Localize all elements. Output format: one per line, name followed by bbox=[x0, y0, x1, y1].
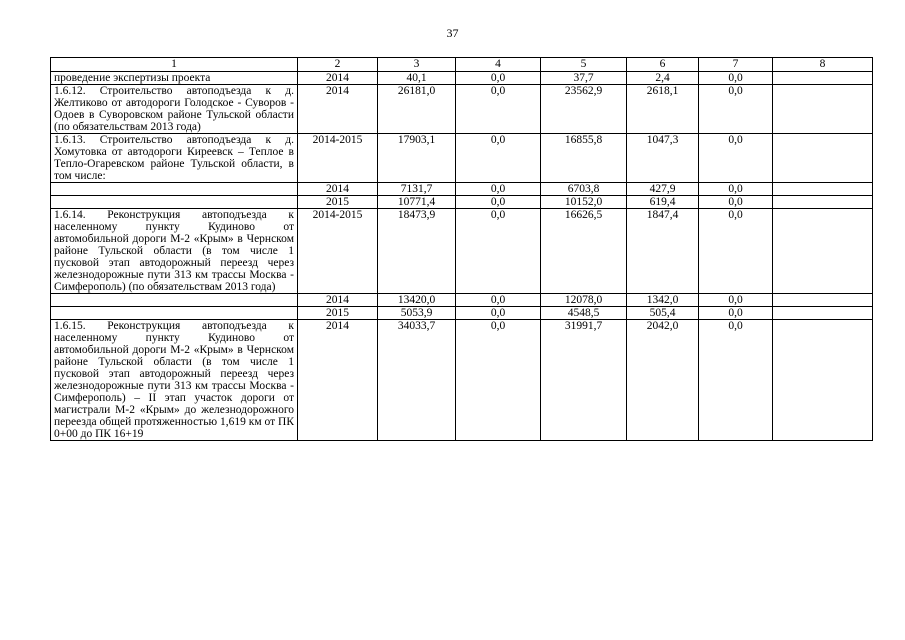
row-period: 2014-2015 bbox=[298, 209, 378, 294]
row-period: 2014-2015 bbox=[298, 134, 378, 183]
row-col-7: 0,0 bbox=[699, 134, 773, 183]
row-col-8 bbox=[773, 196, 873, 209]
row-description: проведение экспертизы проекта bbox=[51, 72, 298, 85]
row-total: 26181,0 bbox=[378, 85, 456, 134]
header-col-3: 3 bbox=[378, 58, 456, 72]
row-description bbox=[51, 196, 298, 209]
row-col-5: 23562,9 bbox=[541, 85, 627, 134]
row-period: 2014 bbox=[298, 183, 378, 196]
row-total: 17903,1 bbox=[378, 134, 456, 183]
row-col-6: 427,9 bbox=[627, 183, 699, 196]
page-number: 37 bbox=[446, 26, 459, 40]
row-col-5: 31991,7 bbox=[541, 320, 627, 441]
header-col-2: 2 bbox=[298, 58, 378, 72]
row-description: 1.6.14. Реконструкция автоподъезда к населенному пункту Кудиново от автомобильной дороги М-2 «Крым» в Чернском районе Тульской области (в том числе 1 пусковой этап автодорожный переезд через железнодорожные пути 313 км трассы Москва - Симферополь) (по обязательствам 2013 года) bbox=[51, 209, 298, 294]
row-total: 13420,0 bbox=[378, 294, 456, 307]
row-col-7: 0,0 bbox=[699, 183, 773, 196]
row-col-4: 0,0 bbox=[456, 183, 541, 196]
table-row bbox=[51, 72, 873, 85]
row-col-7: 0,0 bbox=[699, 294, 773, 307]
header-row bbox=[51, 58, 873, 72]
row-total: 18473,9 bbox=[378, 209, 456, 294]
row-col-4: 0,0 bbox=[456, 294, 541, 307]
row-col-4: 0,0 bbox=[456, 85, 541, 134]
header-col-6: 6 bbox=[627, 58, 699, 72]
row-col-8 bbox=[773, 307, 873, 320]
row-period: 2014 bbox=[298, 320, 378, 441]
row-col-5: 6703,8 bbox=[541, 183, 627, 196]
row-col-4: 0,0 bbox=[456, 320, 541, 441]
row-col-8 bbox=[773, 294, 873, 307]
table-row bbox=[51, 209, 873, 294]
row-col-8 bbox=[773, 134, 873, 183]
table-row bbox=[51, 294, 873, 307]
row-col-4: 0,0 bbox=[456, 209, 541, 294]
row-col-8 bbox=[773, 320, 873, 441]
row-col-5: 16626,5 bbox=[541, 209, 627, 294]
row-col-7: 0,0 bbox=[699, 320, 773, 441]
row-col-6: 2042,0 bbox=[627, 320, 699, 441]
row-col-5: 10152,0 bbox=[541, 196, 627, 209]
row-col-7: 0,0 bbox=[699, 72, 773, 85]
row-col-6: 1847,4 bbox=[627, 209, 699, 294]
row-col-7: 0,0 bbox=[699, 85, 773, 134]
row-col-8 bbox=[773, 183, 873, 196]
row-col-7: 0,0 bbox=[699, 307, 773, 320]
row-description: 1.6.13. Строительство автоподъезда к д. Хомутовка от автодороги Киреевск – Теплое в Тепло-Огаревском районе Тульской области, в том числе: bbox=[51, 134, 298, 183]
row-description bbox=[51, 294, 298, 307]
row-col-4: 0,0 bbox=[456, 134, 541, 183]
row-col-5: 37,7 bbox=[541, 72, 627, 85]
row-total: 40,1 bbox=[378, 72, 456, 85]
row-col-6: 619,4 bbox=[627, 196, 699, 209]
table-row bbox=[51, 320, 873, 441]
budget-table bbox=[50, 57, 873, 441]
row-description bbox=[51, 307, 298, 320]
row-col-6: 1342,0 bbox=[627, 294, 699, 307]
row-col-4: 0,0 bbox=[456, 72, 541, 85]
table-row bbox=[51, 196, 873, 209]
row-total: 10771,4 bbox=[378, 196, 456, 209]
row-col-5: 12078,0 bbox=[541, 294, 627, 307]
row-col-8 bbox=[773, 85, 873, 134]
row-period: 2015 bbox=[298, 196, 378, 209]
row-col-5: 16855,8 bbox=[541, 134, 627, 183]
header-col-5: 5 bbox=[541, 58, 627, 72]
row-col-6: 2618,1 bbox=[627, 85, 699, 134]
row-period: 2014 bbox=[298, 294, 378, 307]
row-col-7: 0,0 bbox=[699, 196, 773, 209]
table-row bbox=[51, 134, 873, 183]
header-col-7: 7 bbox=[699, 58, 773, 72]
header-col-1: 1 bbox=[51, 58, 298, 72]
row-col-4: 0,0 bbox=[456, 307, 541, 320]
row-description: 1.6.12. Строительство автоподъезда к д. Желтиково от автодороги Голодское - Суворов - Одоев в Суворовском районе Тульской области (по обязательствам 2013 года) bbox=[51, 85, 298, 134]
row-col-5: 4548,5 bbox=[541, 307, 627, 320]
row-total: 34033,7 bbox=[378, 320, 456, 441]
row-period: 2015 bbox=[298, 307, 378, 320]
table-row bbox=[51, 307, 873, 320]
row-description: 1.6.15. Реконструкция автоподъезда к населенному пункту Кудиново от автомобильной дороги М-2 «Крым» в Чернском районе Тульской области (в том числе 1 пусковой этап автодорожный переезд через железнодорожные пути 313 км трассы Москва - Симферополь) – II этап участок дороги от магистрали М-2 «Крым» до железнодорожного переезда общей протяженностью 1,619 км от ПК 0+00 до ПК 16+19 bbox=[51, 320, 298, 441]
row-col-6: 505,4 bbox=[627, 307, 699, 320]
row-col-7: 0,0 bbox=[699, 209, 773, 294]
row-col-6: 1047,3 bbox=[627, 134, 699, 183]
header-col-8: 8 bbox=[773, 58, 873, 72]
row-col-4: 0,0 bbox=[456, 196, 541, 209]
table-row bbox=[51, 183, 873, 196]
header-col-4: 4 bbox=[456, 58, 541, 72]
row-col-8 bbox=[773, 209, 873, 294]
row-period: 2014 bbox=[298, 72, 378, 85]
row-total: 7131,7 bbox=[378, 183, 456, 196]
row-total: 5053,9 bbox=[378, 307, 456, 320]
table-row bbox=[51, 85, 873, 134]
row-col-6: 2,4 bbox=[627, 72, 699, 85]
row-col-8 bbox=[773, 72, 873, 85]
row-description bbox=[51, 183, 298, 196]
row-period: 2014 bbox=[298, 85, 378, 134]
